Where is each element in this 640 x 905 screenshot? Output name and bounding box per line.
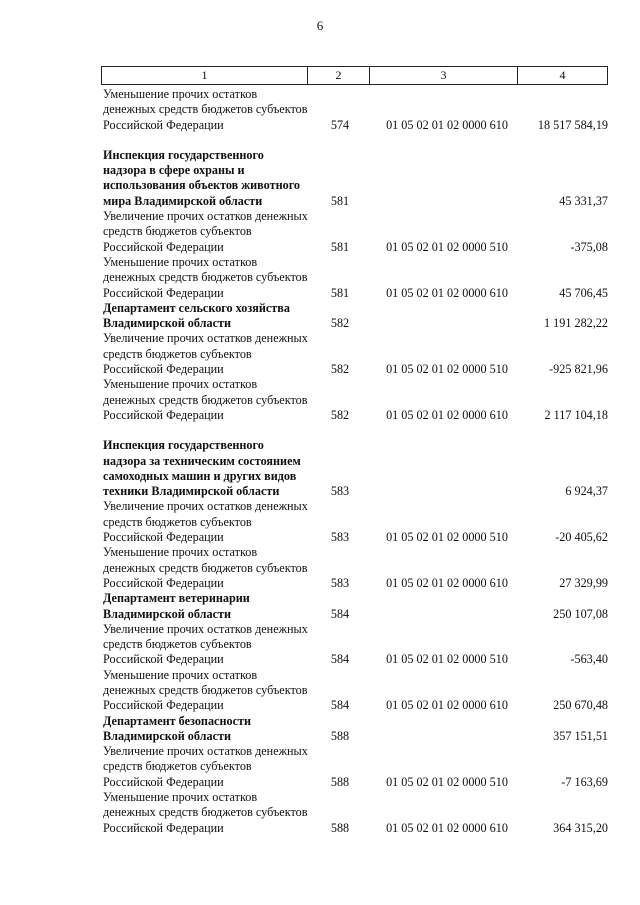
row-name-line: Уменьшение прочих остатков — [103, 377, 258, 392]
row-name-line: Увеличение прочих остатков денежных — [103, 499, 308, 514]
row-amount: 45 331,37 — [559, 193, 608, 208]
row-name-line: Инспекция государственного — [103, 438, 264, 453]
row-code: 588 — [330, 820, 350, 835]
row-name-line: Российской Федерации — [103, 820, 224, 835]
row-name-line: Уменьшение прочих остатков — [103, 254, 258, 269]
row-name-line: Инспекция государственного — [103, 147, 264, 162]
row-name — [103, 87, 308, 133]
department-row — [103, 591, 608, 622]
row-name-line: надзора в сфере охраны и — [103, 163, 245, 178]
row-code: 583 — [330, 575, 350, 590]
row-name-line: Уменьшение прочих остатков — [103, 545, 258, 560]
row-amount: 18 517 584,19 — [537, 117, 608, 132]
row-name-line: Департамент сельского хозяйства — [103, 300, 290, 315]
row-name — [103, 545, 308, 591]
table-row — [103, 87, 608, 133]
row-name — [103, 148, 308, 209]
row-name — [103, 744, 308, 790]
table-row — [103, 744, 608, 790]
table-row — [103, 209, 608, 255]
row-code: 582 — [330, 362, 350, 377]
row-kbk: 01 05 02 01 02 0000 510 — [386, 774, 508, 789]
row-name-line: денежных средств бюджетов субъектов — [103, 805, 308, 820]
department-row — [103, 301, 608, 332]
row-code: 588 — [330, 774, 350, 789]
row-name-line: Российской Федерации — [103, 575, 224, 590]
row-code: 584 — [330, 652, 350, 667]
row-name-line: Увеличение прочих остатков денежных — [103, 331, 308, 346]
row-name-line: денежных средств бюджетов субъектов — [103, 682, 308, 697]
row-name-line: денежных средств бюджетов субъектов — [103, 392, 308, 407]
row-amount: -7 163,69 — [561, 774, 608, 789]
table-row — [103, 545, 608, 591]
row-name-line: средств бюджетов субъектов — [103, 637, 252, 652]
row-name — [103, 714, 308, 745]
row-kbk: 01 05 02 01 02 0000 510 — [386, 239, 508, 254]
row-name — [103, 499, 308, 545]
row-name — [103, 622, 308, 668]
row-name-line: денежных средств бюджетов субъектов — [103, 102, 308, 117]
row-name-line: денежных средств бюджетов субъектов — [103, 560, 308, 575]
row-code: 581 — [330, 239, 350, 254]
row-code: 582 — [330, 407, 350, 422]
row-kbk: 01 05 02 01 02 0000 510 — [386, 530, 508, 545]
header-col-1: 1 — [102, 67, 308, 84]
header-col-4: 4 — [559, 68, 566, 82]
table-row — [103, 331, 608, 377]
row-amount: -563,40 — [570, 652, 608, 667]
row-code: 584 — [330, 698, 350, 713]
row-name — [103, 438, 308, 499]
row-amount: -375,08 — [570, 239, 608, 254]
row-name-line: Увеличение прочих остатков денежных — [103, 621, 308, 636]
row-code: 581 — [330, 193, 350, 208]
row-amount: 6 924,37 — [565, 484, 608, 499]
row-code: 583 — [330, 484, 350, 499]
row-name — [103, 377, 308, 423]
row-kbk: 01 05 02 01 02 0000 610 — [386, 407, 508, 422]
row-code: 581 — [330, 285, 350, 300]
row-kbk: 01 05 02 01 02 0000 610 — [386, 698, 508, 713]
row-name-line: денежных средств бюджетов субъектов — [103, 270, 308, 285]
table-row — [103, 790, 608, 836]
row-name-line: Российской Федерации — [103, 698, 224, 713]
table-header — [101, 66, 608, 85]
row-name-line: Уменьшение прочих остатков — [103, 667, 258, 682]
row-name — [103, 591, 308, 622]
row-name-line: Российской Федерации — [103, 530, 224, 545]
row-kbk: 01 05 02 01 02 0000 610 — [386, 117, 508, 132]
row-name — [103, 668, 308, 714]
row-name — [103, 331, 308, 377]
row-amount: 27 329,99 — [559, 575, 608, 590]
row-name — [103, 209, 308, 255]
row-name — [103, 301, 308, 332]
row-name-line: Российской Федерации — [103, 362, 224, 377]
row-name-line: средств бюджетов субъектов — [103, 346, 252, 361]
header-col-3: 3 — [370, 67, 518, 84]
row-name-line: мира Владимирской области — [103, 193, 263, 208]
row-code: 574 — [330, 117, 350, 132]
row-name-line: Российской Федерации — [103, 239, 224, 254]
row-name-line: Департамент ветеринарии — [103, 591, 250, 606]
header-col-2: 2 — [308, 67, 370, 84]
row-name-line: Владимирской области — [103, 728, 232, 743]
table-row — [103, 255, 608, 301]
row-amount: 250 107,08 — [553, 606, 608, 621]
row-name-line: Российской Федерации — [103, 652, 224, 667]
row-amount: 2 117 104,18 — [544, 407, 608, 422]
row-name-line: средств бюджетов субъектов — [103, 759, 252, 774]
row-code: 583 — [330, 530, 350, 545]
row-name-line: Увеличение прочих остатков денежных — [103, 744, 308, 759]
row-name-line: Владимирской области — [103, 316, 232, 331]
row-amount: 357 151,51 — [553, 728, 608, 743]
row-name-line: надзора за техническим состоянием — [103, 453, 301, 468]
row-spacer — [103, 423, 608, 438]
row-kbk: 01 05 02 01 02 0000 610 — [386, 820, 508, 835]
row-code: 588 — [330, 728, 350, 743]
row-name-line: средств бюджетов субъектов — [103, 224, 252, 239]
table-row — [103, 499, 608, 545]
row-amount: 1 191 282,22 — [544, 316, 608, 331]
row-amount: -925 821,96 — [549, 362, 608, 377]
row-amount: 45 706,45 — [559, 285, 608, 300]
row-spacer — [103, 133, 608, 148]
row-name-line: Уменьшение прочих остатков — [103, 790, 258, 805]
row-code: 584 — [330, 606, 350, 621]
row-name-line: Российской Федерации — [103, 774, 224, 789]
row-code: 582 — [330, 316, 350, 331]
row-kbk: 01 05 02 01 02 0000 610 — [386, 575, 508, 590]
row-name-line: использования объектов животного — [103, 178, 301, 193]
table-row — [103, 622, 608, 668]
row-name-line: Владимирской области — [103, 606, 232, 621]
row-name-line: Увеличение прочих остатков денежных — [103, 209, 308, 224]
department-row — [103, 714, 608, 745]
row-kbk: 01 05 02 01 02 0000 510 — [386, 362, 508, 377]
department-row — [103, 438, 608, 499]
row-name-line: самоходных машин и других видов — [103, 468, 297, 483]
table-row — [103, 377, 608, 423]
row-name — [103, 790, 308, 836]
row-name-line: Российской Федерации — [103, 117, 224, 132]
row-name-line: средств бюджетов субъектов — [103, 514, 252, 529]
row-kbk: 01 05 02 01 02 0000 610 — [386, 285, 508, 300]
department-row — [103, 148, 608, 209]
table-body — [103, 87, 608, 836]
table-row — [103, 668, 608, 714]
row-name-line: Уменьшение прочих остатков — [103, 87, 258, 101]
row-name-line: Российской Федерации — [103, 407, 224, 422]
row-kbk: 01 05 02 01 02 0000 510 — [386, 652, 508, 667]
row-name-line: техники Владимирской области — [103, 484, 280, 499]
row-amount: 364 315,20 — [553, 820, 608, 835]
row-amount: -20 405,62 — [555, 530, 608, 545]
row-name — [103, 255, 308, 301]
row-amount: 250 670,48 — [553, 698, 608, 713]
row-name-line: Российской Федерации — [103, 285, 224, 300]
row-name-line: Департамент безопасности — [103, 713, 251, 728]
page-number: 6 — [316, 18, 324, 33]
